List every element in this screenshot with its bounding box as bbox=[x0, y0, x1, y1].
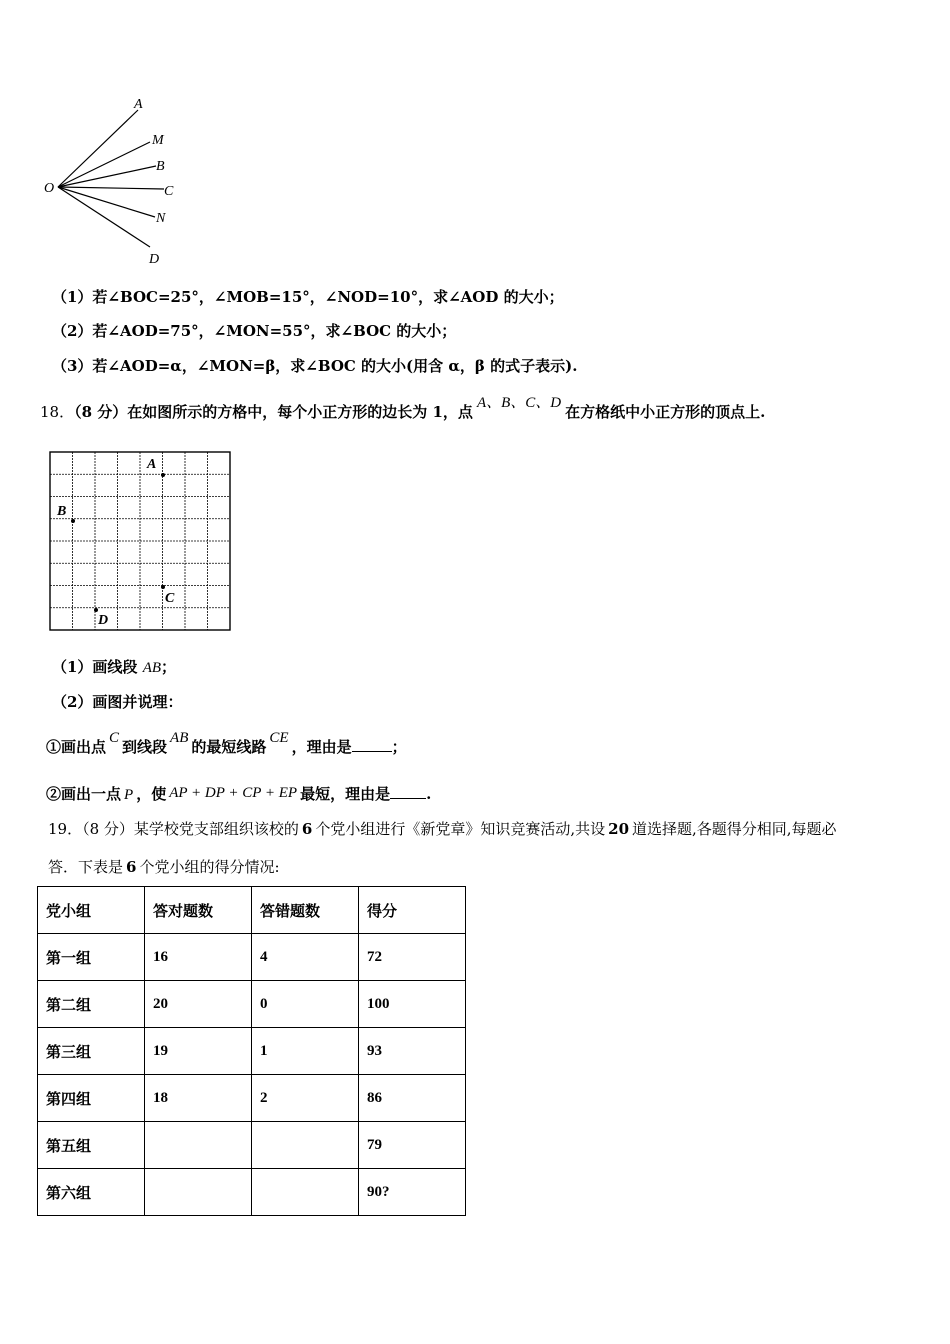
q19-text-line2-a: 答．下表是 bbox=[48, 858, 124, 876]
table-cell: 4 bbox=[252, 934, 359, 981]
q18-item2-end: . bbox=[426, 785, 432, 803]
label-a: A bbox=[134, 97, 143, 112]
table-header-cell: 党小组 bbox=[38, 887, 145, 934]
grid-label-d: D bbox=[98, 613, 109, 628]
table-cell: 20 bbox=[145, 981, 252, 1028]
ray-on bbox=[58, 187, 155, 217]
table-cell: 100 bbox=[359, 981, 466, 1028]
grid-label-c: C bbox=[165, 591, 175, 606]
q18-part1-math: AB bbox=[142, 660, 162, 676]
q18-number: 18． bbox=[40, 403, 75, 421]
table-cell: 90? bbox=[359, 1169, 466, 1216]
q19-line2 bbox=[48, 856, 280, 877]
table-cell bbox=[252, 1122, 359, 1169]
table-row bbox=[38, 1075, 466, 1122]
q19-text-a: 某学校党支部组织该校的 bbox=[133, 820, 299, 838]
q19-text-b: 个党小组进行《新党章》知识竞赛活动,共设 bbox=[315, 820, 606, 838]
table-cell: 79 bbox=[359, 1122, 466, 1169]
q18-item2 bbox=[46, 783, 431, 804]
grid-lines bbox=[50, 452, 230, 630]
q18-item1-end: ； bbox=[391, 738, 407, 756]
table-cell: 19 bbox=[145, 1028, 252, 1075]
q18-part1-suffix: ； bbox=[161, 658, 177, 676]
table-row bbox=[38, 934, 466, 981]
table-header-cell: 得分 bbox=[359, 887, 466, 934]
ray-oa bbox=[58, 110, 138, 187]
table-header-row bbox=[38, 887, 466, 934]
q19-score: （8 分） bbox=[82, 820, 134, 838]
grid-point-c bbox=[161, 585, 165, 589]
q18-part1-prefix: （1）画线段 bbox=[52, 658, 138, 676]
q19-num6: 6 bbox=[301, 820, 313, 838]
label-m: M bbox=[152, 133, 164, 148]
score-table bbox=[37, 886, 466, 1216]
grid-label-b: B bbox=[57, 504, 67, 519]
angle-rays-figure bbox=[38, 92, 188, 272]
q18-item1-c: C bbox=[109, 730, 120, 746]
table-header-cell: 答错题数 bbox=[252, 887, 359, 934]
q18-item1-ce: CE bbox=[269, 730, 289, 746]
table-cell: 第一组 bbox=[38, 934, 145, 981]
grid-figure bbox=[46, 446, 234, 636]
q18-part2: （2）画图并说理： bbox=[52, 693, 183, 711]
table-cell: 第六组 bbox=[38, 1169, 145, 1216]
table-cell: 72 bbox=[359, 934, 466, 981]
ray-om bbox=[58, 142, 150, 187]
q19-line1 bbox=[48, 818, 837, 839]
q19-text-line2-b: 个党小组的得分情况: bbox=[139, 858, 280, 876]
q17-part1: （1）若∠BOC=25°，∠MOB=15°，∠NOD=10°，求∠AOD 的大小； bbox=[52, 288, 564, 306]
q17-part2: （2）若∠AOD=75°，∠MON=55°，求∠BOC 的大小； bbox=[52, 322, 457, 340]
label-o: O bbox=[44, 181, 55, 196]
table-cell: 1 bbox=[252, 1028, 359, 1075]
q18-item1 bbox=[46, 730, 407, 757]
q18-item1-e: ，理由是 bbox=[291, 738, 352, 756]
table-cell: 93 bbox=[359, 1028, 466, 1075]
q18-points: A、B、C、D bbox=[476, 395, 562, 411]
q18-score: （8 分） bbox=[74, 403, 128, 421]
table-cell: 0 bbox=[252, 981, 359, 1028]
q19-num6-b: 6 bbox=[126, 858, 137, 876]
grid-point-b bbox=[71, 519, 75, 523]
q18-item1-b: 到线段 bbox=[122, 738, 168, 756]
table-cell bbox=[145, 1122, 252, 1169]
q18-item2-a: ②画出一点 bbox=[46, 785, 122, 803]
table-row bbox=[38, 981, 466, 1028]
grid-label-a: A bbox=[147, 457, 157, 472]
q18-item2-blank bbox=[390, 784, 426, 799]
grid-point-d bbox=[94, 608, 98, 612]
grid-point-a bbox=[161, 473, 165, 477]
table-cell: 第三组 bbox=[38, 1028, 145, 1075]
label-c: C bbox=[164, 184, 174, 199]
table-cell: 2 bbox=[252, 1075, 359, 1122]
q19-text-c: 道选择题,各题得分相同,每题必 bbox=[632, 820, 837, 838]
table-cell: 86 bbox=[359, 1075, 466, 1122]
ray-oc bbox=[58, 187, 164, 189]
table-row bbox=[38, 1028, 466, 1075]
q18-text-b: 在方格纸中小正方形的顶点上. bbox=[565, 403, 766, 421]
q19-number: 19． bbox=[48, 820, 83, 838]
label-b: B bbox=[156, 159, 165, 174]
ray-ob bbox=[58, 166, 156, 187]
q18-item1-ab: AB bbox=[170, 730, 189, 746]
table-cell bbox=[145, 1169, 252, 1216]
q17-part3: （3）若∠AOD=α，∠MON=β，求∠BOC 的大小(用含 α，β 的式子表示). bbox=[52, 357, 578, 375]
q19-num20: 20 bbox=[608, 820, 630, 838]
q18-item2-expr: AP + DP + CP + EP bbox=[169, 785, 298, 801]
table-cell: 第二组 bbox=[38, 981, 145, 1028]
table-cell bbox=[252, 1169, 359, 1216]
table-row bbox=[38, 1169, 466, 1216]
label-n: N bbox=[156, 211, 166, 226]
q18-item1-d: 的最短线路 bbox=[191, 738, 267, 756]
table-cell: 16 bbox=[145, 934, 252, 981]
q18-item1-a: ①画出点 bbox=[46, 738, 107, 756]
table-cell: 第五组 bbox=[38, 1122, 145, 1169]
table-cell: 第四组 bbox=[38, 1075, 145, 1122]
q18-heading bbox=[40, 395, 766, 422]
ray-od bbox=[58, 187, 150, 247]
q18-item1-blank bbox=[352, 737, 392, 752]
table-row bbox=[38, 1122, 466, 1169]
q18-item2-b: ，使 bbox=[136, 785, 167, 803]
label-d: D bbox=[149, 252, 160, 267]
q18-item2-c: 最短，理由是 bbox=[300, 785, 391, 803]
table-cell: 18 bbox=[145, 1075, 252, 1122]
q18-text-a: 在如图所示的方格中，每个小正方形的边长为 1，点 bbox=[127, 403, 473, 421]
q18-item2-p: P bbox=[124, 787, 134, 803]
q18-part1 bbox=[52, 656, 176, 677]
table-header-cell: 答对题数 bbox=[145, 887, 252, 934]
